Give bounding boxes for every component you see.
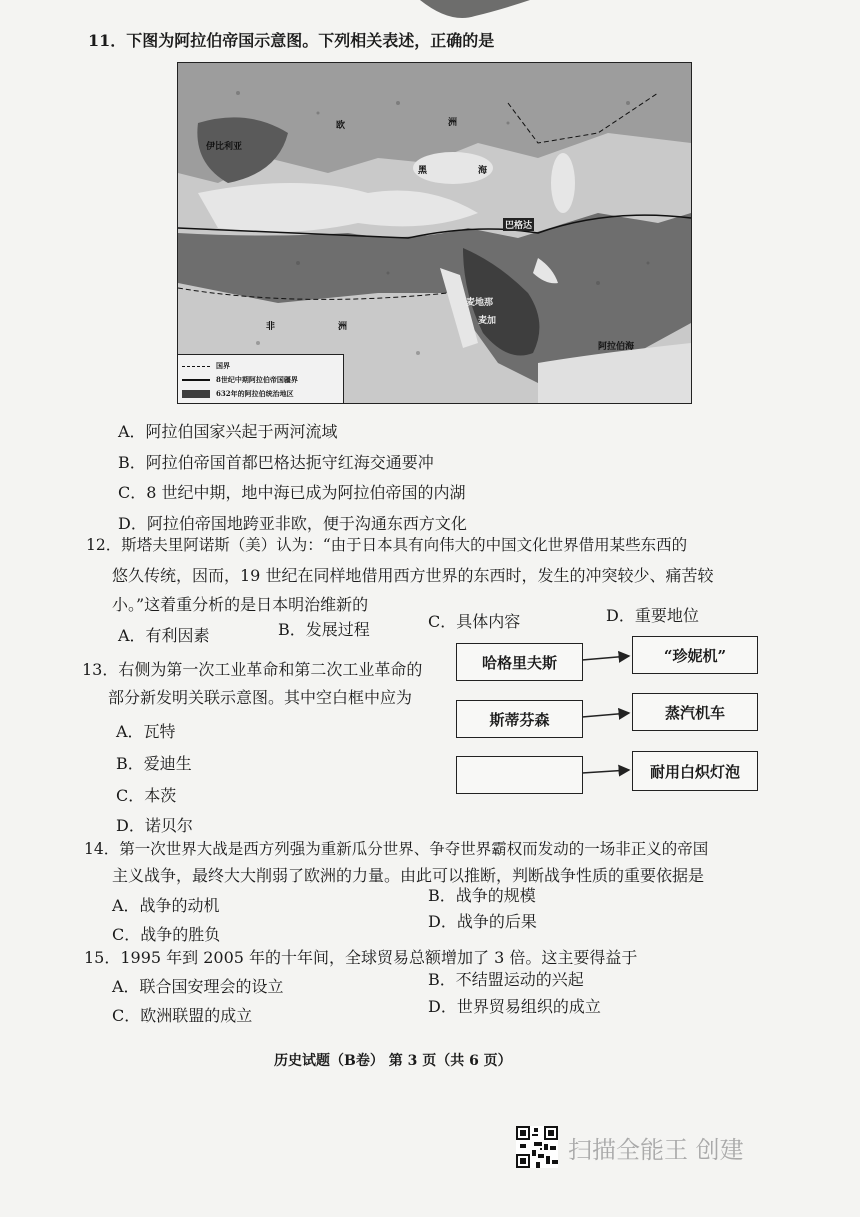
q13-stem-line2: 部分新发明关联示意图。其中空白框中应为 bbox=[108, 688, 413, 707]
q15-option-b: B．不结盟运动的兴起 bbox=[428, 970, 584, 989]
map-label-arabian-sea: 阿拉伯海 bbox=[598, 342, 635, 352]
legend-label-empire: 8世纪中期阿拉伯帝国疆界 bbox=[216, 375, 298, 384]
q13-stem-line1: 13．右侧为第一次工业革命和第二次工业革命的 bbox=[82, 660, 423, 679]
q14-stem-line2: 主义战争，最终大大削弱了欧洲的力量。由此可以推断，判断战争性质的重要依据是 bbox=[112, 866, 705, 885]
q13-option-c: C．本茨 bbox=[116, 786, 177, 805]
q15-option-d: D．世界贸易组织的成立 bbox=[428, 997, 601, 1016]
diagram-right-box-3: 耐用白炽灯泡 bbox=[632, 751, 758, 791]
arrow-1 bbox=[582, 656, 629, 660]
q11-stem: 11．下图为阿拉伯帝国示意图。下列相关表述，正确的是 bbox=[88, 31, 495, 50]
q12-option-b: B．发展过程 bbox=[278, 620, 370, 639]
map-label-black-2: 海 bbox=[478, 166, 488, 176]
map-label-africa-2: 洲 bbox=[338, 322, 348, 332]
q13-option-d: D．诺贝尔 bbox=[116, 816, 193, 835]
q12-option-a: A．有利因素 bbox=[118, 626, 210, 645]
qr-code-icon bbox=[516, 1126, 558, 1168]
diagram-left-box-2: 斯蒂芬森 bbox=[456, 700, 583, 738]
map-label-africa-1: 非 bbox=[266, 322, 276, 332]
page-footer: 历史试题（B卷） 第 3 页（共 6 页） bbox=[274, 1053, 512, 1069]
map-label-iberia: 伊比利亚 bbox=[206, 142, 243, 152]
q12-option-d: D．重要地位 bbox=[606, 606, 699, 625]
diagram-right-box-2: 蒸汽机车 bbox=[632, 693, 758, 731]
arrow-2 bbox=[582, 713, 629, 717]
q14-option-c: C．战争的胜负 bbox=[112, 925, 221, 944]
q14-option-d: D．战争的后果 bbox=[428, 912, 537, 931]
q11-option-a: A．阿拉伯国家兴起于两河流域 bbox=[118, 422, 338, 441]
diagram-left-box-1: 哈格里夫斯 bbox=[456, 643, 583, 681]
q12-option-c: C．具体内容 bbox=[428, 612, 521, 631]
legend-label-border: 国界 bbox=[216, 361, 230, 370]
q15-option-a: A．联合国安理会的设立 bbox=[112, 977, 284, 996]
map-label-medina: 麦地那 bbox=[466, 298, 494, 308]
scanner-watermark bbox=[516, 1126, 744, 1168]
map-label-europe-2: 洲 bbox=[448, 118, 458, 128]
map-label-baghdad: 巴格达 bbox=[503, 218, 534, 231]
q11-option-c: C．8 世纪中期，地中海已成为阿拉伯帝国的内湖 bbox=[118, 483, 466, 502]
q11-option-b: B．阿拉伯帝国首都巴格达扼守红海交通要冲 bbox=[118, 453, 434, 472]
diagram-right-box-1: “珍妮机” bbox=[632, 636, 758, 674]
q12-stem-line3: 小。”这着重分析的是日本明治维新的 bbox=[112, 595, 369, 614]
arrow-3 bbox=[582, 770, 629, 773]
q13-option-a: A．瓦特 bbox=[116, 722, 176, 741]
q14-stem-line1: 14．第一次世界大战是西方列强为重新瓜分世界、争夺世界霸权而发动的一场非正义的帝国 bbox=[84, 840, 709, 858]
q11-option-d: D．阿拉伯帝国地跨亚非欧，便于沟通东西方文化 bbox=[118, 514, 467, 533]
map-label-europe-1: 欧 bbox=[336, 121, 346, 131]
scanner-text: 扫描全能王 创建 bbox=[568, 1135, 744, 1164]
q14-option-a: A．战争的动机 bbox=[112, 896, 220, 915]
map-label-mecca: 麦加 bbox=[478, 316, 497, 326]
q12-stem-line1: 12．斯塔夫里阿诺斯（美）认为：“由于日本具有向伟大的中国文化世界借用某些东西的 bbox=[86, 536, 688, 554]
map-label-black-1: 黑 bbox=[418, 166, 428, 176]
legend-label-632: 632年的阿拉伯统治地区 bbox=[216, 389, 294, 398]
q12-stem-line2: 悠久传统，因而，19 世纪在同样地借用西方世界的东西时，发生的冲突较少、痛苦较 bbox=[112, 566, 714, 585]
q13-option-b: B．爱迪生 bbox=[116, 754, 192, 773]
q15-stem: 15．1995 年到 2005 年的十年间，全球贸易总额增加了 3 倍。这主要得益于 bbox=[84, 948, 638, 967]
q15-option-c: C．欧洲联盟的成立 bbox=[112, 1006, 253, 1025]
q14-option-b: B．战争的规模 bbox=[428, 886, 536, 905]
